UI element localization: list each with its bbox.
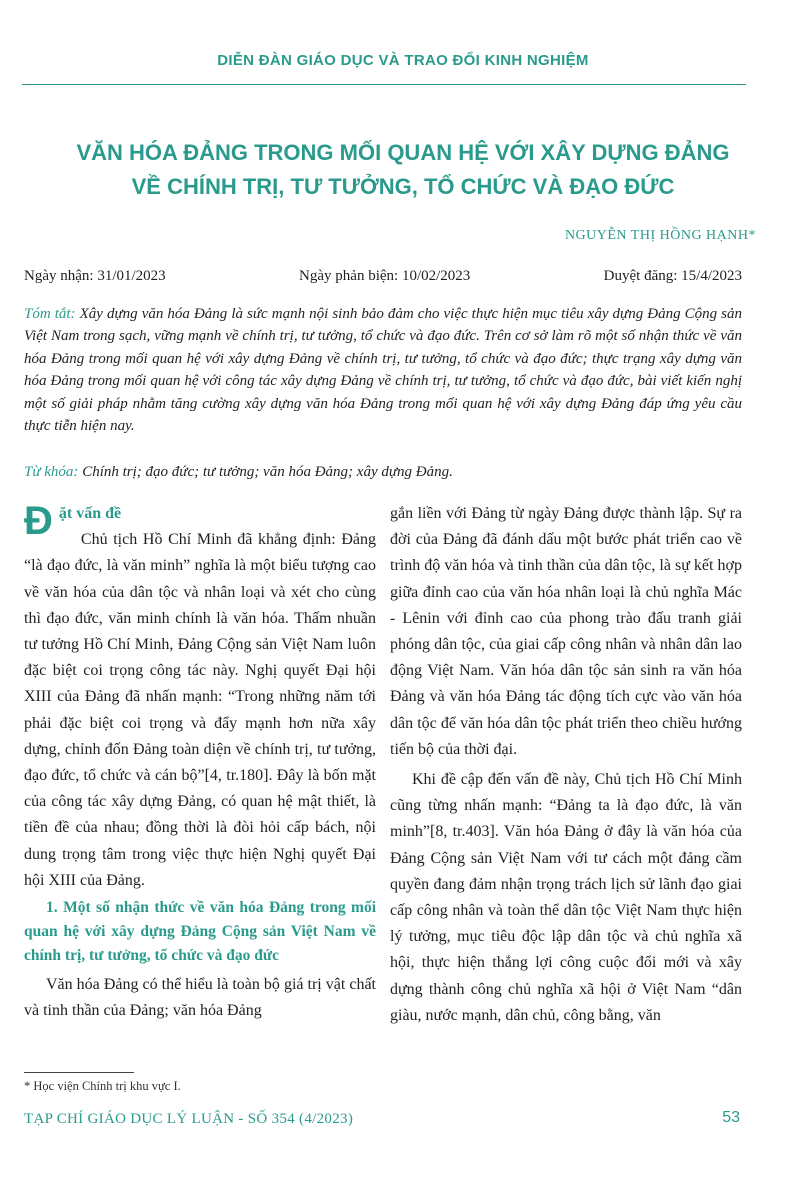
footnote-rule xyxy=(24,1072,134,1073)
section-heading: 1. Một số nhận thức về văn hóa Đảng trong mối quan hệ với xây dựng Đảng Cộng sản Việt Nam về chính trị, tư tưởng, tổ chức và đạo đức xyxy=(24,899,376,965)
abstract-label: Tóm tắt: xyxy=(24,306,76,322)
title-line-2: VỀ CHÍNH TRỊ, TƯ TƯỞNG, TỔ CHỨC VÀ ĐẠO ĐỨC xyxy=(131,174,675,199)
abstract xyxy=(24,303,742,437)
abstract-text: Xây dựng văn hóa Đảng là sức mạnh nội sinh bảo đảm cho việc thực hiện mục tiêu xây dựng Đảng Cộng sản Việt Nam trong sạch, vững mạnh về chính trị, tư tưởng, tổ chức và đạo đức. Trên cơ sở làm rõ một số nhận thức về văn hóa Đảng trong mối quan hệ với xây dựng Đảng về chính trị, tư tưởng, tổ chức và đạo đức; thực trạng xây dựng văn hóa Đảng trong mối quan hệ với công tác xây dựng Đảng về chính trị, tư tưởng, tổ chức và đạo đức, bài viết kiến nghị một số giải pháp nhằm tăng cường xây dựng văn hóa Đảng trong mối quan hệ với xây dựng Đảng đáp ứng yêu cầu thực tiễn hiện nay. xyxy=(24,306,742,435)
author-name: NGUYỄN THỊ HỒNG HẠNH* xyxy=(564,228,756,243)
date-received: Ngày nhận: 31/01/2023 xyxy=(24,268,166,284)
intro-heading: ặt vấn đề xyxy=(58,505,122,522)
page-number: 53 xyxy=(722,1109,740,1126)
keywords-label: Từ khóa: xyxy=(24,464,79,480)
footnote: * Học viện Chính trị khu vực I. xyxy=(24,1079,181,1093)
keywords xyxy=(24,461,742,483)
title-line-1: VĂN HÓA ĐẢNG TRONG MỐI QUAN HỆ VỚI XÂY DỰNG ĐẢNG xyxy=(76,140,730,165)
dropcap: Đ xyxy=(24,499,53,543)
paragraph: Văn hóa Đảng có thể hiểu là toàn bộ giá trị vật chất và tinh thần của Đảng; văn hóa Đảng xyxy=(24,976,376,1020)
paragraph: Khi đề cập đến vấn đề này, Chủ tịch Hồ Chí Minh cũng từng nhấn mạnh: “Đảng ta là đạo đức, là văn minh”[8, tr.403]. Văn hóa Đảng ở đây là văn hóa của Đảng Cộng sản Việt Nam với tư cách một đảng cầm quyền đang đảm nhận trọng trách lịch sử lãnh đạo giai cấp công nhân và toàn thể dân tộc Việt Nam thực hiện lý tưởng, mục tiêu độc lập dân tộc và chủ nghĩa xã hội, thực hiện thắng lợi công cuộc đổi mới và xây dựng thành công chủ nghĩa xã hội ở Việt Nam “dân giàu, nước mạnh, dân chủ, công bằng, văn xyxy=(390,771,742,1024)
article-title xyxy=(40,136,766,204)
column-right xyxy=(390,501,742,1029)
column-left xyxy=(24,501,376,1024)
paragraph: Chủ tịch Hồ Chí Minh đã khẳng định: Đảng “là đạo đức, là văn minh” nghĩa là một biểu tượng cao về văn hóa của dân tộc và nhân loại và xét cho cùng thì đạo đức, văn minh chính là văn hóa. Thấm nhuần tư tưởng Hồ Chí Minh, Đảng Cộng sản Việt Nam luôn đặc biệt coi trọng công tác này. Nghị quyết Đại hội XIII của Đảng đã nhấn mạnh: “Trong những năm tới phải đặc biệt coi trọng và đẩy mạnh hơn nữa xây dựng, chỉnh đốn Đảng toàn diện về chính trị, tư tưởng, đạo đức, tổ chức và cán bộ”[4, tr.180]. Đây là bốn mặt của công tác xây dựng Đảng, có quan hệ mật thiết, là tiền đề của nhau; đồng thời là đòi hỏi cấp bách, nội dung trọng tâm trong việc thực hiện Nghị quyết Đại hội XIII của Đảng. xyxy=(24,531,376,889)
header-rule xyxy=(22,84,746,85)
section-header: DIỄN ĐÀN GIÁO DỤC VÀ TRAO ĐỔI KINH NGHIỆM xyxy=(217,52,589,69)
keywords-text: Chính trị; đạo đức; tư tưởng; văn hóa Đảng; xây dựng Đảng. xyxy=(82,464,453,480)
paragraph: gắn liền với Đảng từ ngày Đảng được thành lập. Sự ra đời của Đảng đã đánh dấu một bước phát triển cao về trình độ văn hóa và tinh thần của dân tộc, là sự kết hợp giữa đỉnh cao của văn hóa nhân loại là chủ nghĩa Mác - Lênin với đỉnh cao của phong trào đấu tranh giải phóng dân tộc, của giai cấp công nhân và nhân dân lao động Việt Nam. Văn hóa dân tộc sản sinh ra văn hóa Đảng và văn hóa Đảng tác động tích cực vào văn hóa dân tộc để văn hóa dân tộc phát triển theo chiều hướng tiến bộ của thời đại. xyxy=(390,505,742,758)
dates-row xyxy=(24,268,742,285)
date-approved: Duyệt đăng: 15/4/2023 xyxy=(603,268,742,284)
date-reviewed: Ngày phản biện: 10/02/2023 xyxy=(299,268,471,284)
journal-footer: TẠP CHÍ GIÁO DỤC LÝ LUẬN - SỐ 354 (4/2023) xyxy=(24,1111,354,1127)
